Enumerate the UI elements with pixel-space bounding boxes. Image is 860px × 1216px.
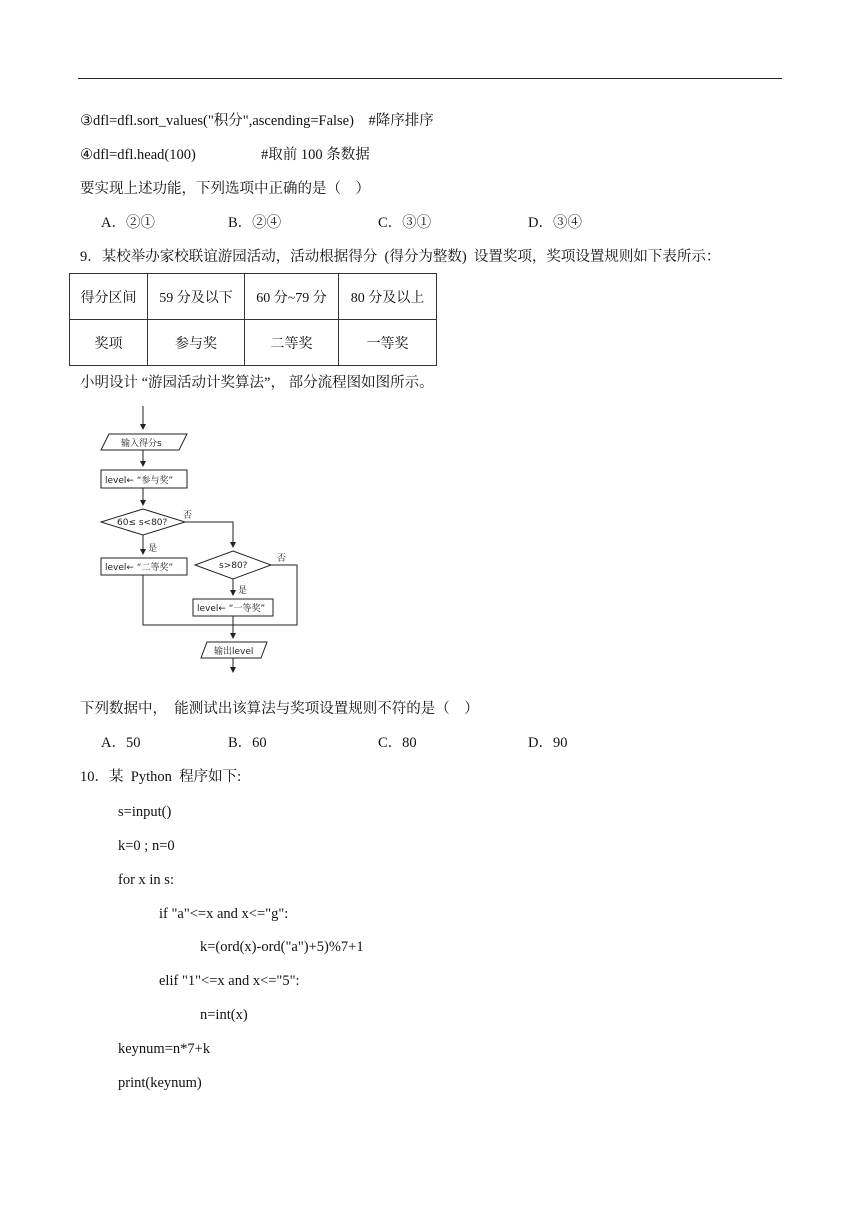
- flow-cond1-text: 60≤ s<80?: [117, 518, 168, 528]
- code-line: print(keynum): [118, 1075, 202, 1091]
- flow-arrow: [185, 522, 233, 547]
- q9-option-a: A．50: [101, 735, 141, 751]
- q9-option-c: C．80: [378, 735, 417, 751]
- flow-assign2-text: level← “二等奖”: [105, 563, 174, 573]
- flow-no-label-2: 否: [277, 554, 287, 564]
- code-line: elif "1"<=x and x<="5":: [159, 973, 300, 989]
- q8-option-d: D．③④: [528, 215, 582, 231]
- flow-init-text: level← “参与奖”: [105, 476, 174, 486]
- code-line: s=input(): [118, 804, 172, 820]
- code-line: k=(ord(x)-ord("a")+5)%7+1: [200, 939, 364, 955]
- table-cell: 奖项: [70, 320, 148, 366]
- table-cell: 一等奖: [339, 320, 437, 366]
- flow-cond2-text: s>80?: [219, 561, 248, 571]
- code-line: if "a"<=x and x<="g":: [159, 906, 289, 922]
- flowchart: [95, 406, 315, 674]
- code-line-3: ③dfl=dfl.sort_values("积分",ascending=False) #降序排序: [80, 113, 434, 129]
- table-row: [70, 320, 437, 366]
- flow-yes-label-1: 是: [148, 544, 158, 554]
- table-cell: 二等奖: [245, 320, 339, 366]
- table-cell: 得分区间: [70, 274, 148, 320]
- q8-option-b: B．②④: [228, 215, 282, 231]
- flow-no-label-1: 否: [183, 511, 193, 521]
- flow-input-text: 输入得分s: [121, 439, 162, 449]
- code-line-4: ④dfl=dfl.head(100) #取前 100 条数据: [80, 147, 370, 163]
- flow-yes-label-2: 是: [238, 586, 248, 596]
- table-header-row: [70, 274, 437, 320]
- question-9-stem: 9．某校举办家校联谊游园活动，活动根据得分 (得分为整数) 设置奖项，奖项设置规则如下表所示：: [80, 249, 721, 265]
- code-line: keynum=n*7+k: [118, 1041, 211, 1057]
- flow-line: [143, 575, 233, 625]
- flow-output-text: 输出level: [214, 647, 254, 657]
- table-cell: 参与奖: [148, 320, 245, 366]
- question-9-design-text: 小明设计 “游园活动计奖算法”， 部分流程图如图所示。: [80, 375, 434, 391]
- table-cell: 60 分~79 分: [245, 274, 339, 320]
- table-cell: 80 分及以上: [339, 274, 437, 320]
- award-table: [69, 273, 437, 366]
- q8-option-c: C．③①: [378, 215, 432, 231]
- q9-option-b: B．60: [228, 735, 267, 751]
- header-rule: [78, 78, 782, 79]
- question-10-stem: 10．某 Python 程序如下:: [80, 769, 242, 785]
- table-cell: 59 分及以下: [148, 274, 245, 320]
- code-line: for x in s:: [118, 872, 174, 888]
- code-line: k=0 ; n=0: [118, 838, 175, 854]
- code-line: n=int(x): [200, 1007, 248, 1023]
- q9-option-d: D．90: [528, 735, 568, 751]
- question-8-prompt: 要实现上述功能，下列选项中正确的是（ ）: [80, 181, 370, 197]
- flow-assign1-text: level← “一等奖”: [197, 604, 266, 614]
- question-9-prompt: 下列数据中， 能测试出该算法与奖项设置规则不符的是（ ）: [80, 701, 479, 717]
- q8-option-a: A．②①: [101, 215, 155, 231]
